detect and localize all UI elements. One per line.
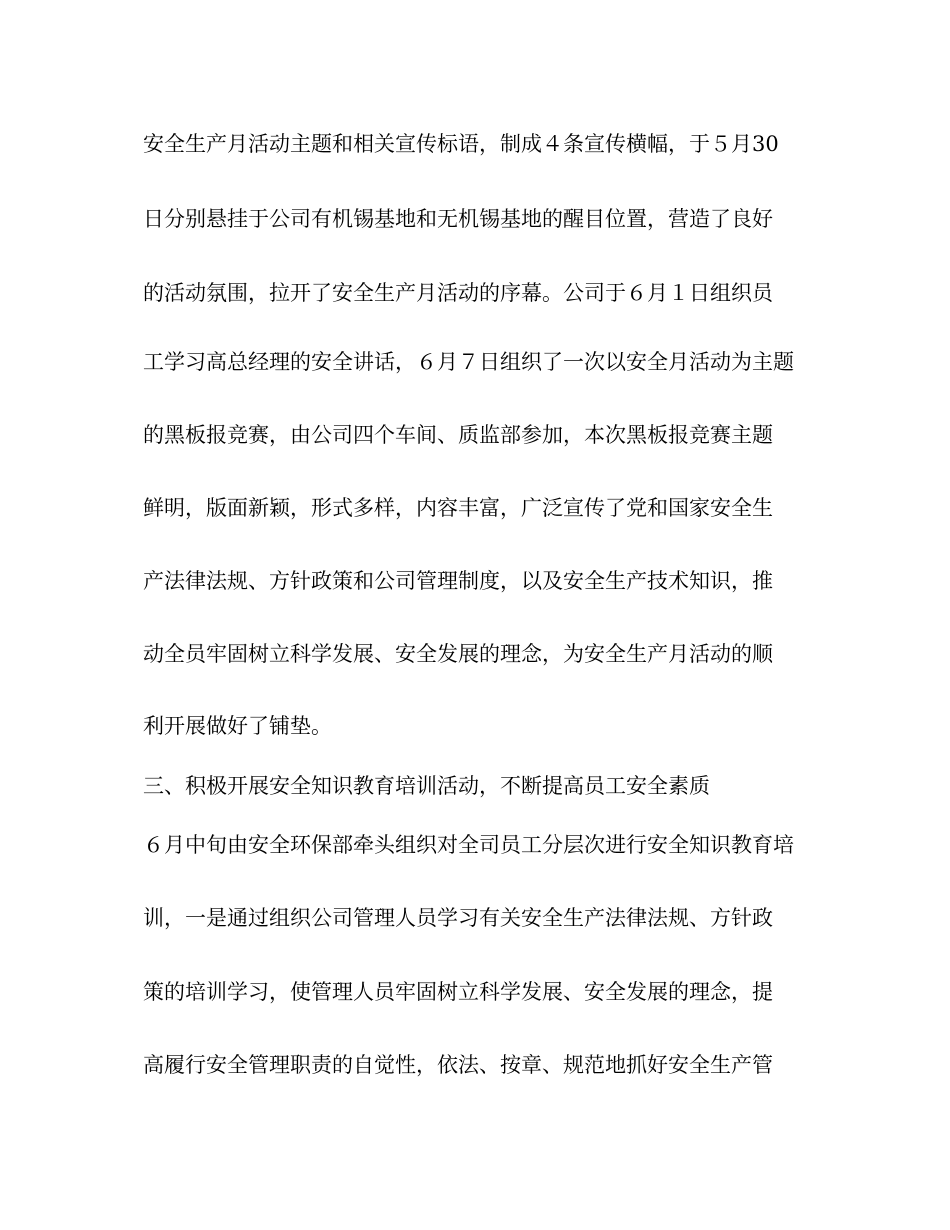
body-text-line: 训，一是通过组织公司管理人员学习有关安全生产法律法规、方针政 bbox=[143, 906, 773, 930]
body-text-line: 工学习高总经理的安全讲话，６月７日组织了一次以安全月活动为主题 bbox=[143, 350, 794, 374]
section-heading: 三、积极开展安全知识教育培训活动，不断提高员工安全素质 bbox=[143, 774, 710, 798]
body-text-line: 鲜明，版面新颖，形式多样，内容丰富，广泛宣传了党和国家安全生 bbox=[143, 496, 773, 520]
body-text-line: 的活动氛围，拉开了安全生产月活动的序幕。公司于６月１日组织员 bbox=[143, 281, 773, 305]
body-text-line: 利开展做好了铺垫。 bbox=[143, 714, 332, 738]
body-text-line: ６月中旬由安全环保部牵头组织对全司员工分层次进行安全知识教育培 bbox=[143, 833, 794, 857]
body-text-line: 动全员牢固树立科学发展、安全发展的理念，为安全生产月活动的顺 bbox=[143, 642, 773, 666]
body-text-line: 产法律法规、方针政策和公司管理制度，以及安全生产技术知识，推 bbox=[143, 569, 773, 593]
body-text-line: 策的培训学习，使管理人员牢固树立科学发展、安全发展的理念，提 bbox=[143, 980, 773, 1004]
body-text-line: 安全生产月活动主题和相关宣传标语，制成４条宣传横幅，于５月30 bbox=[143, 132, 779, 156]
body-text-line: 的黑板报竞赛，由公司四个车间、质监部参加，本次黑板报竞赛主题 bbox=[143, 423, 773, 447]
body-text-line: 高履行安全管理职责的自觉性，依法、按章、规范地抓好安全生产管 bbox=[143, 1053, 773, 1077]
body-text-line: 日分别悬挂于公司有机锡基地和无机锡基地的醒目位置，营造了良好 bbox=[143, 207, 773, 231]
